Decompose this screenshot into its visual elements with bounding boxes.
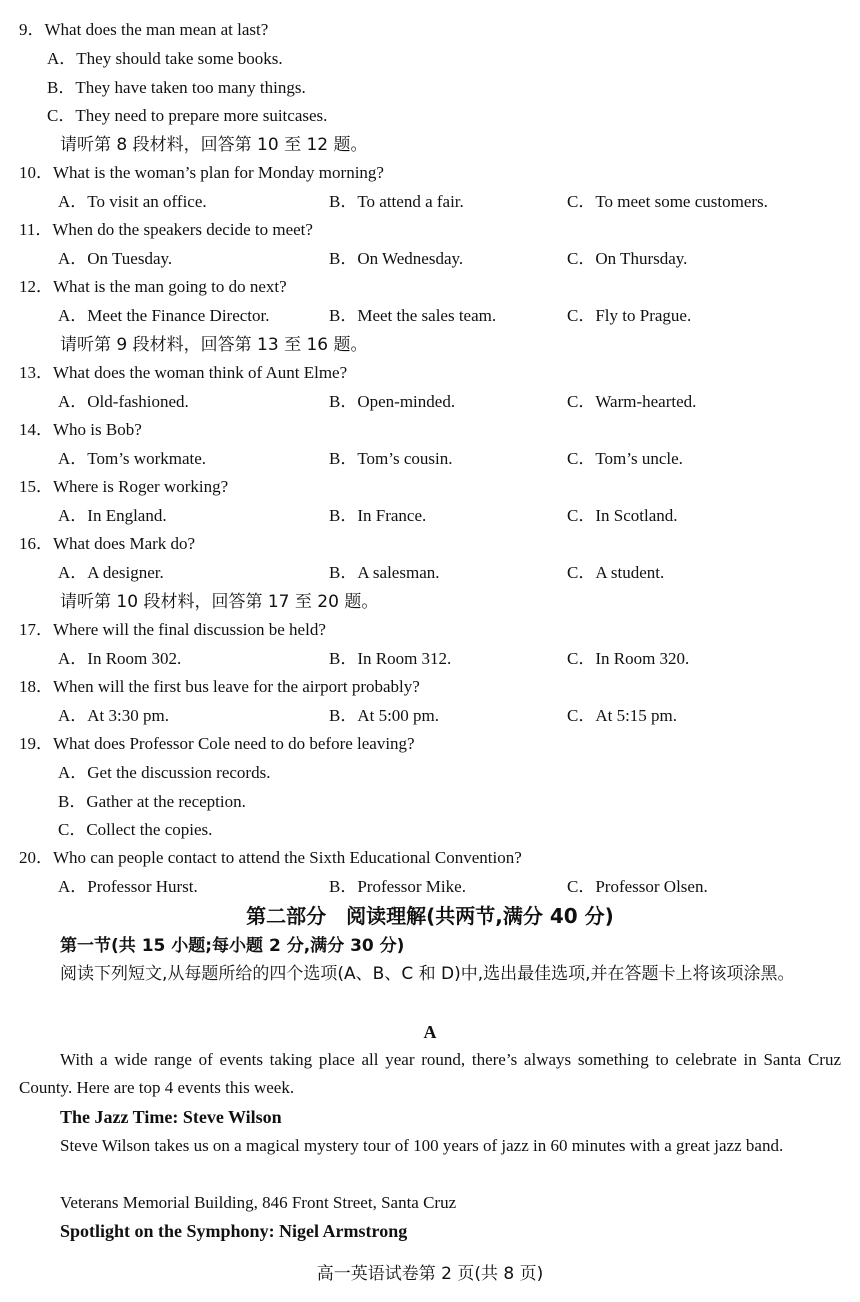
instruction-section-10: 请听第 10 段材料，回答第 17 至 20 题。 — [60, 592, 379, 612]
question-15-option-b: B．In France. — [329, 506, 427, 525]
instruction-section-8: 请听第 8 段材料，回答第 10 至 12 题。 — [60, 135, 368, 155]
question-16-option-c: C．A student. — [567, 563, 665, 582]
question-13-stem: 13．What does the woman think of Aunt Elme? — [19, 363, 348, 382]
question-9-option-a: A．They should take some books. — [47, 49, 283, 68]
question-13-option-c: C．Warm-hearted. — [567, 392, 697, 411]
question-9-option-c: C．They need to prepare more suitcases. — [47, 106, 328, 125]
question-11-option-b: B．On Wednesday. — [329, 249, 464, 268]
question-16-option-a: A．A designer. — [58, 563, 164, 582]
question-18-stem: 18．When will the first bus leave for the airport probably? — [19, 677, 420, 696]
question-18-option-b: B．At 5:00 pm. — [329, 706, 440, 725]
question-11-option-a: A．On Tuesday. — [58, 249, 173, 268]
question-19-option-c: C．Collect the copies. — [58, 820, 213, 839]
question-13-option-b: B．Open-minded. — [329, 392, 456, 411]
question-17-option-c: C．In Room 320. — [567, 649, 690, 668]
reading-directions: 阅读下列短文,从每题所给的四个选项(A、B、C 和 D)中,选出最佳选项,并在答题卡上将该项涂黑。 — [60, 964, 795, 984]
question-16-option-b: B．A salesman. — [329, 563, 440, 582]
question-18-option-c: C．At 5:15 pm. — [567, 706, 678, 725]
event-1-title: The Jazz Time: Steve Wilson — [60, 1107, 282, 1127]
question-14-option-b: B．Tom’s cousin. — [329, 449, 453, 468]
question-10-option-b: B．To attend a fair. — [329, 192, 464, 211]
question-12-stem: 12．What is the man going to do next? — [19, 277, 287, 296]
question-9-stem: 9．What does the man mean at last? — [19, 20, 269, 39]
question-20-option-c: C．Professor Olsen. — [567, 877, 708, 896]
passage-letter: A — [423, 1022, 437, 1042]
question-19-stem: 19．What does Professor Cole need to do before leaving? — [19, 734, 415, 753]
question-19-option-b: B．Gather at the reception. — [58, 792, 246, 811]
question-15-option-c: C．In Scotland. — [567, 506, 678, 525]
question-14-stem: 14．Who is Bob? — [19, 420, 142, 439]
event-1-venue: Veterans Memorial Building, 846 Front Street, Santa Cruz — [60, 1193, 457, 1212]
question-17-option-a: A．In Room 302. — [58, 649, 182, 668]
question-12-option-b: B．Meet the sales team. — [329, 306, 497, 325]
question-20-option-a: A．Professor Hurst. — [58, 877, 198, 896]
question-12-option-c: C．Fly to Prague. — [567, 306, 692, 325]
section-1-title: 第一节(共 15 小题;每小题 2 分,满分 30 分) — [60, 936, 405, 956]
question-9-option-b: B．They have taken too many things. — [47, 78, 306, 97]
part-2-title: 第二部分 阅读理解(共两节,满分 40 分) — [246, 904, 614, 928]
question-14-option-a: A．Tom’s workmate. — [58, 449, 207, 468]
question-11-stem: 11．When do the speakers decide to meet? — [19, 220, 313, 239]
question-10-option-a: A．To visit an office. — [58, 192, 207, 211]
question-11-option-c: C．On Thursday. — [567, 249, 688, 268]
question-17-option-b: B．In Room 312. — [329, 649, 452, 668]
question-15-option-a: A．In England. — [58, 506, 167, 525]
instruction-section-9: 请听第 9 段材料，回答第 13 至 16 题。 — [60, 335, 368, 355]
question-16-stem: 16．What does Mark do? — [19, 534, 196, 553]
question-12-option-a: A．Meet the Finance Director. — [58, 306, 270, 325]
page-footer: 高一英语试卷第 2 页(共 8 页) — [316, 1264, 544, 1284]
question-10-option-c: C．To meet some customers. — [567, 192, 768, 211]
passage-intro: With a wide range of events taking place all year round, there’s always something to celebrate in Santa Cruz County. Here are top 4 events this week. — [19, 1050, 841, 1097]
question-19-option-a: A．Get the discussion records. — [58, 763, 271, 782]
question-13-option-a: A．Old-fashioned. — [58, 392, 189, 411]
question-17-stem: 17．Where will the final discussion be held? — [19, 620, 326, 639]
question-15-stem: 15．Where is Roger working? — [19, 477, 229, 496]
question-18-option-a: A．At 3:30 pm. — [58, 706, 169, 725]
event-1-description: Steve Wilson takes us on a magical mystery tour of 100 years of jazz in 60 minutes with a great jazz band. — [60, 1136, 784, 1155]
question-10-stem: 10．What is the woman’s plan for Monday morning? — [19, 163, 384, 182]
question-20-stem: 20．Who can people contact to attend the Sixth Educational Convention? — [19, 848, 522, 867]
event-2-title: Spotlight on the Symphony: Nigel Armstrong — [60, 1221, 408, 1241]
question-14-option-c: C．Tom’s uncle. — [567, 449, 683, 468]
question-20-option-b: B．Professor Mike. — [329, 877, 466, 896]
